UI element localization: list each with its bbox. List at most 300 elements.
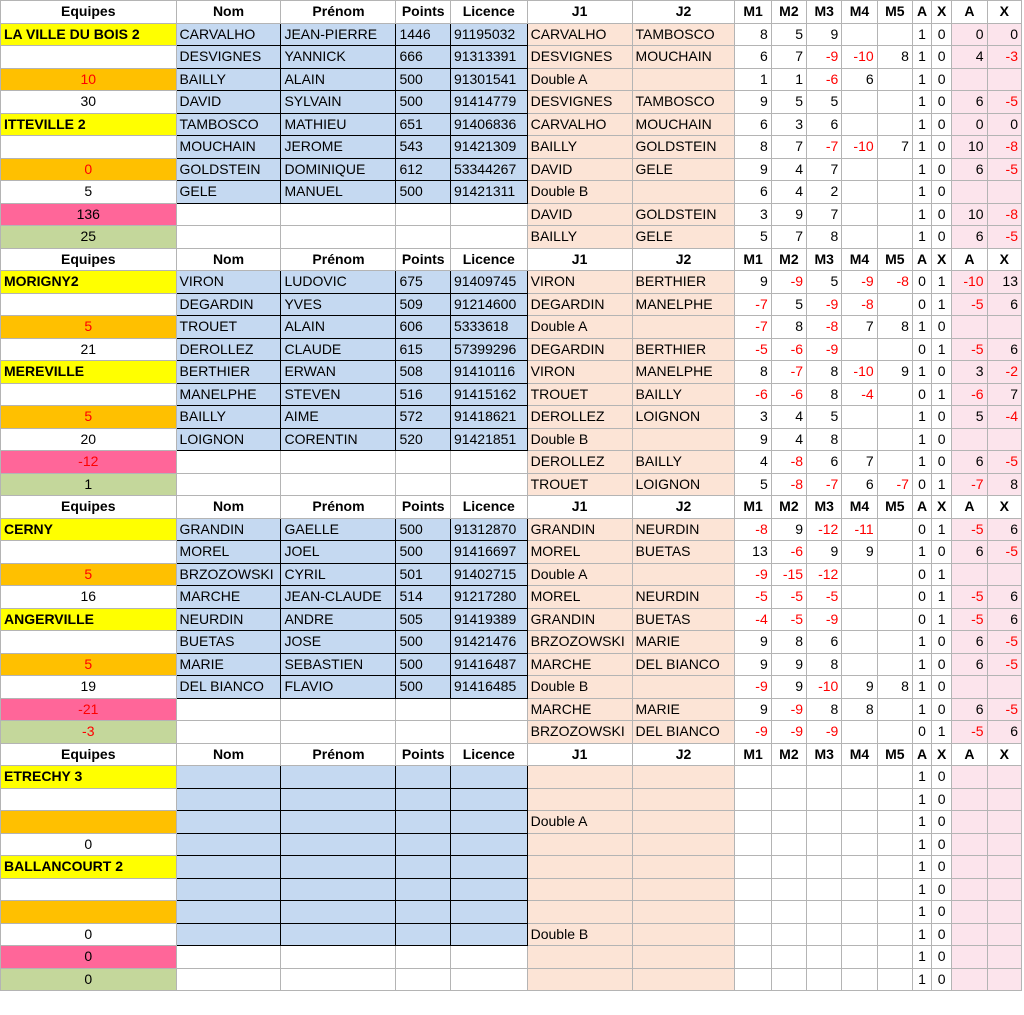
match-j2-cell[interactable]: DEL BIANCO bbox=[632, 721, 735, 744]
set-m5-cell[interactable] bbox=[877, 563, 912, 586]
set-m4-cell[interactable]: 9 bbox=[842, 676, 877, 699]
match-j2-cell[interactable] bbox=[632, 901, 735, 924]
player-licence-cell[interactable] bbox=[450, 698, 527, 721]
set-m1-cell[interactable]: -9 bbox=[735, 721, 771, 744]
points-x-cell[interactable]: 6 bbox=[987, 608, 1021, 631]
player-points-cell[interactable] bbox=[396, 901, 450, 924]
player-licence-cell[interactable]: 57399296 bbox=[450, 338, 527, 361]
match-j1-cell[interactable]: DESVIGNES bbox=[527, 91, 632, 114]
player-points-cell[interactable] bbox=[396, 788, 450, 811]
points-x-cell[interactable] bbox=[987, 878, 1021, 901]
set-m4-cell[interactable] bbox=[842, 811, 877, 834]
set-m3-cell[interactable]: -9 bbox=[807, 46, 842, 69]
player-points-cell[interactable]: 500 bbox=[396, 631, 450, 654]
points-a-cell[interactable] bbox=[952, 901, 987, 924]
result-a-cell[interactable]: 0 bbox=[912, 473, 931, 496]
points-x-cell[interactable]: 0 bbox=[987, 23, 1021, 46]
team-score-cell[interactable]: 0 bbox=[1, 833, 177, 856]
set-m2-cell[interactable]: 5 bbox=[771, 23, 806, 46]
set-m4-cell[interactable] bbox=[842, 721, 877, 744]
team-score-cell[interactable] bbox=[1, 383, 177, 406]
match-j2-cell[interactable]: LOIGNON bbox=[632, 473, 735, 496]
set-m1-cell[interactable]: -7 bbox=[735, 316, 771, 339]
set-m3-cell[interactable]: 9 bbox=[807, 23, 842, 46]
set-m3-cell[interactable]: 8 bbox=[807, 653, 842, 676]
result-a-cell[interactable]: 1 bbox=[912, 631, 931, 654]
player-licence-cell[interactable] bbox=[450, 766, 527, 789]
team-name-cell[interactable]: BALLANCOURT 2 bbox=[1, 856, 177, 879]
player-prenom-cell[interactable] bbox=[281, 451, 396, 474]
set-m1-cell[interactable] bbox=[735, 946, 771, 969]
player-licence-cell[interactable] bbox=[450, 473, 527, 496]
set-m5-cell[interactable] bbox=[877, 766, 912, 789]
player-prenom-cell[interactable]: JOSE bbox=[281, 631, 396, 654]
player-nom-cell[interactable]: LOIGNON bbox=[176, 428, 281, 451]
result-x-cell[interactable]: 0 bbox=[932, 428, 952, 451]
set-m3-cell[interactable]: 5 bbox=[807, 91, 842, 114]
set-m2-cell[interactable]: 4 bbox=[771, 428, 806, 451]
points-a-cell[interactable]: -5 bbox=[952, 608, 987, 631]
match-j2-cell[interactable]: BAILLY bbox=[632, 383, 735, 406]
set-m5-cell[interactable]: 8 bbox=[877, 46, 912, 69]
player-points-cell[interactable] bbox=[396, 473, 450, 496]
player-prenom-cell[interactable] bbox=[281, 833, 396, 856]
set-m3-cell[interactable]: 6 bbox=[807, 451, 842, 474]
match-j2-cell[interactable]: TAMBOSCO bbox=[632, 91, 735, 114]
set-m5-cell[interactable]: 8 bbox=[877, 316, 912, 339]
player-licence-cell[interactable]: 91301541 bbox=[450, 68, 527, 91]
player-nom-cell[interactable] bbox=[176, 766, 281, 789]
set-m3-cell[interactable]: -9 bbox=[807, 338, 842, 361]
player-nom-cell[interactable] bbox=[176, 968, 281, 991]
set-m5-cell[interactable] bbox=[877, 721, 912, 744]
points-a-cell[interactable] bbox=[952, 878, 987, 901]
match-j2-cell[interactable] bbox=[632, 833, 735, 856]
points-x-cell[interactable] bbox=[987, 676, 1021, 699]
match-j1-cell[interactable] bbox=[527, 788, 632, 811]
player-licence-cell[interactable]: 91414779 bbox=[450, 91, 527, 114]
points-x-cell[interactable]: -5 bbox=[987, 698, 1021, 721]
set-m4-cell[interactable] bbox=[842, 766, 877, 789]
result-x-cell[interactable]: 0 bbox=[932, 23, 952, 46]
match-j2-cell[interactable]: TAMBOSCO bbox=[632, 23, 735, 46]
points-a-cell[interactable] bbox=[952, 563, 987, 586]
player-prenom-cell[interactable] bbox=[281, 856, 396, 879]
points-x-cell[interactable] bbox=[987, 68, 1021, 91]
set-m5-cell[interactable] bbox=[877, 181, 912, 204]
result-a-cell[interactable]: 1 bbox=[912, 46, 931, 69]
team-score-cell[interactable]: 16 bbox=[1, 586, 177, 609]
player-nom-cell[interactable] bbox=[176, 833, 281, 856]
player-prenom-cell[interactable] bbox=[281, 766, 396, 789]
result-a-cell[interactable]: 1 bbox=[912, 316, 931, 339]
player-licence-cell[interactable] bbox=[450, 968, 527, 991]
set-m2-cell[interactable]: -6 bbox=[771, 541, 806, 564]
result-x-cell[interactable]: 0 bbox=[932, 788, 952, 811]
team-name-cell[interactable]: LA VILLE DU BOIS 2 bbox=[1, 23, 177, 46]
match-j1-cell[interactable] bbox=[527, 833, 632, 856]
player-points-cell[interactable]: 500 bbox=[396, 91, 450, 114]
player-prenom-cell[interactable] bbox=[281, 698, 396, 721]
team-name-cell[interactable]: ANGERVILLE bbox=[1, 608, 177, 631]
set-m3-cell[interactable]: 5 bbox=[807, 406, 842, 429]
points-a-cell[interactable] bbox=[952, 181, 987, 204]
set-m1-cell[interactable]: -4 bbox=[735, 608, 771, 631]
match-j1-cell[interactable] bbox=[527, 766, 632, 789]
result-a-cell[interactable]: 1 bbox=[912, 653, 931, 676]
set-m3-cell[interactable]: -9 bbox=[807, 721, 842, 744]
set-m5-cell[interactable] bbox=[877, 203, 912, 226]
set-m2-cell[interactable]: -9 bbox=[771, 721, 806, 744]
set-m4-cell[interactable]: -10 bbox=[842, 361, 877, 384]
set-m2-cell[interactable]: -9 bbox=[771, 271, 806, 294]
set-m2-cell[interactable]: -5 bbox=[771, 586, 806, 609]
set-m3-cell[interactable]: -9 bbox=[807, 293, 842, 316]
player-points-cell[interactable]: 606 bbox=[396, 316, 450, 339]
set-m2-cell[interactable] bbox=[771, 878, 806, 901]
set-m3-cell[interactable]: 8 bbox=[807, 361, 842, 384]
player-points-cell[interactable] bbox=[396, 811, 450, 834]
set-m3-cell[interactable]: 8 bbox=[807, 698, 842, 721]
points-a-cell[interactable]: 6 bbox=[952, 541, 987, 564]
result-a-cell[interactable]: 1 bbox=[912, 946, 931, 969]
result-a-cell[interactable]: 1 bbox=[912, 428, 931, 451]
set-m1-cell[interactable]: -9 bbox=[735, 563, 771, 586]
player-prenom-cell[interactable]: GAELLE bbox=[281, 518, 396, 541]
set-m1-cell[interactable]: 9 bbox=[735, 91, 771, 114]
player-nom-cell[interactable]: DESVIGNES bbox=[176, 46, 281, 69]
match-j2-cell[interactable]: BUETAS bbox=[632, 608, 735, 631]
player-licence-cell[interactable]: 91409745 bbox=[450, 271, 527, 294]
set-m3-cell[interactable]: 6 bbox=[807, 631, 842, 654]
player-prenom-cell[interactable]: CLAUDE bbox=[281, 338, 396, 361]
match-j1-cell[interactable]: DAVID bbox=[527, 203, 632, 226]
result-a-cell[interactable]: 1 bbox=[912, 406, 931, 429]
result-x-cell[interactable]: 1 bbox=[932, 473, 952, 496]
match-j2-cell[interactable] bbox=[632, 946, 735, 969]
points-x-cell[interactable]: -5 bbox=[987, 451, 1021, 474]
player-nom-cell[interactable] bbox=[176, 901, 281, 924]
player-points-cell[interactable]: 500 bbox=[396, 676, 450, 699]
player-nom-cell[interactable]: VIRON bbox=[176, 271, 281, 294]
player-prenom-cell[interactable]: LUDOVIC bbox=[281, 271, 396, 294]
result-a-cell[interactable]: 1 bbox=[912, 901, 931, 924]
player-nom-cell[interactable] bbox=[176, 226, 281, 249]
player-nom-cell[interactable] bbox=[176, 721, 281, 744]
points-a-cell[interactable] bbox=[952, 316, 987, 339]
set-m2-cell[interactable]: 7 bbox=[771, 136, 806, 159]
set-m2-cell[interactable]: 4 bbox=[771, 181, 806, 204]
team-name-cell[interactable]: MORIGNY2 bbox=[1, 271, 177, 294]
player-points-cell[interactable] bbox=[396, 721, 450, 744]
set-m4-cell[interactable] bbox=[842, 923, 877, 946]
set-m5-cell[interactable] bbox=[877, 113, 912, 136]
result-x-cell[interactable]: 0 bbox=[932, 698, 952, 721]
result-x-cell[interactable]: 0 bbox=[932, 631, 952, 654]
set-m1-cell[interactable]: 9 bbox=[735, 428, 771, 451]
set-m2-cell[interactable]: 5 bbox=[771, 91, 806, 114]
set-m2-cell[interactable]: 8 bbox=[771, 316, 806, 339]
result-a-cell[interactable]: 1 bbox=[912, 226, 931, 249]
player-prenom-cell[interactable] bbox=[281, 901, 396, 924]
player-licence-cell[interactable]: 91418621 bbox=[450, 406, 527, 429]
player-points-cell[interactable]: 1446 bbox=[396, 23, 450, 46]
match-j2-cell[interactable]: NEURDIN bbox=[632, 518, 735, 541]
result-a-cell[interactable]: 1 bbox=[912, 68, 931, 91]
player-points-cell[interactable]: 509 bbox=[396, 293, 450, 316]
set-m1-cell[interactable]: -5 bbox=[735, 338, 771, 361]
result-x-cell[interactable]: 1 bbox=[932, 563, 952, 586]
set-m3-cell[interactable] bbox=[807, 878, 842, 901]
player-licence-cell[interactable]: 91416485 bbox=[450, 676, 527, 699]
player-prenom-cell[interactable]: JEROME bbox=[281, 136, 396, 159]
result-a-cell[interactable]: 0 bbox=[912, 563, 931, 586]
points-x-cell[interactable]: -5 bbox=[987, 653, 1021, 676]
points-a-cell[interactable]: 6 bbox=[952, 91, 987, 114]
player-points-cell[interactable] bbox=[396, 451, 450, 474]
match-j2-cell[interactable]: GOLDSTEIN bbox=[632, 203, 735, 226]
player-points-cell[interactable] bbox=[396, 923, 450, 946]
set-m4-cell[interactable]: 9 bbox=[842, 541, 877, 564]
player-nom-cell[interactable] bbox=[176, 473, 281, 496]
set-m1-cell[interactable] bbox=[735, 968, 771, 991]
result-x-cell[interactable]: 1 bbox=[932, 293, 952, 316]
match-j2-cell[interactable]: MARIE bbox=[632, 631, 735, 654]
team-score-cell[interactable] bbox=[1, 46, 177, 69]
set-m3-cell[interactable] bbox=[807, 811, 842, 834]
set-m5-cell[interactable] bbox=[877, 226, 912, 249]
result-x-cell[interactable]: 0 bbox=[932, 226, 952, 249]
set-m1-cell[interactable]: 3 bbox=[735, 406, 771, 429]
set-m4-cell[interactable] bbox=[842, 338, 877, 361]
player-prenom-cell[interactable]: MANUEL bbox=[281, 181, 396, 204]
player-nom-cell[interactable]: MOUCHAIN bbox=[176, 136, 281, 159]
player-prenom-cell[interactable] bbox=[281, 203, 396, 226]
result-x-cell[interactable]: 0 bbox=[932, 181, 952, 204]
match-j1-cell[interactable]: Double A bbox=[527, 811, 632, 834]
player-nom-cell[interactable]: BRZOZOWSKI bbox=[176, 563, 281, 586]
match-j2-cell[interactable] bbox=[632, 878, 735, 901]
match-j2-cell[interactable]: MOUCHAIN bbox=[632, 46, 735, 69]
match-j2-cell[interactable]: BERTHIER bbox=[632, 338, 735, 361]
set-m4-cell[interactable]: -10 bbox=[842, 136, 877, 159]
points-a-cell[interactable]: -7 bbox=[952, 473, 987, 496]
set-m3-cell[interactable] bbox=[807, 923, 842, 946]
set-m1-cell[interactable]: -7 bbox=[735, 293, 771, 316]
player-prenom-cell[interactable]: AIME bbox=[281, 406, 396, 429]
set-m4-cell[interactable] bbox=[842, 158, 877, 181]
set-m2-cell[interactable]: 1 bbox=[771, 68, 806, 91]
player-points-cell[interactable]: 500 bbox=[396, 181, 450, 204]
player-nom-cell[interactable]: DEGARDIN bbox=[176, 293, 281, 316]
set-m4-cell[interactable] bbox=[842, 113, 877, 136]
set-m5-cell[interactable] bbox=[877, 833, 912, 856]
set-m3-cell[interactable]: 7 bbox=[807, 158, 842, 181]
player-points-cell[interactable]: 675 bbox=[396, 271, 450, 294]
set-m3-cell[interactable]: 2 bbox=[807, 181, 842, 204]
match-j1-cell[interactable] bbox=[527, 878, 632, 901]
points-x-cell[interactable] bbox=[987, 811, 1021, 834]
set-m5-cell[interactable]: -7 bbox=[877, 473, 912, 496]
match-j2-cell[interactable] bbox=[632, 316, 735, 339]
set-m4-cell[interactable] bbox=[842, 406, 877, 429]
set-m1-cell[interactable]: -5 bbox=[735, 586, 771, 609]
match-j1-cell[interactable]: DEGARDIN bbox=[527, 338, 632, 361]
match-j2-cell[interactable]: MANELPHE bbox=[632, 293, 735, 316]
set-m5-cell[interactable] bbox=[877, 878, 912, 901]
result-x-cell[interactable]: 0 bbox=[932, 923, 952, 946]
team-name-cell[interactable]: CERNY bbox=[1, 518, 177, 541]
set-m4-cell[interactable] bbox=[842, 653, 877, 676]
set-m1-cell[interactable] bbox=[735, 811, 771, 834]
result-a-cell[interactable]: 0 bbox=[912, 608, 931, 631]
points-x-cell[interactable]: -5 bbox=[987, 158, 1021, 181]
match-j2-cell[interactable]: GELE bbox=[632, 158, 735, 181]
set-m5-cell[interactable] bbox=[877, 586, 912, 609]
set-m1-cell[interactable]: 9 bbox=[735, 631, 771, 654]
player-nom-cell[interactable]: DEROLLEZ bbox=[176, 338, 281, 361]
match-j2-cell[interactable]: MANELPHE bbox=[632, 361, 735, 384]
match-j1-cell[interactable]: DEROLLEZ bbox=[527, 451, 632, 474]
team-score-cell[interactable]: 5 bbox=[1, 181, 177, 204]
set-m1-cell[interactable]: 5 bbox=[735, 226, 771, 249]
player-prenom-cell[interactable]: ERWAN bbox=[281, 361, 396, 384]
player-licence-cell[interactable] bbox=[450, 788, 527, 811]
match-j2-cell[interactable] bbox=[632, 968, 735, 991]
points-x-cell[interactable] bbox=[987, 946, 1021, 969]
player-prenom-cell[interactable]: ALAIN bbox=[281, 316, 396, 339]
points-x-cell[interactable]: 13 bbox=[987, 271, 1021, 294]
player-nom-cell[interactable]: GRANDIN bbox=[176, 518, 281, 541]
team-name-cell[interactable]: ITTEVILLE 2 bbox=[1, 113, 177, 136]
set-m3-cell[interactable] bbox=[807, 901, 842, 924]
player-licence-cell[interactable] bbox=[450, 833, 527, 856]
set-m2-cell[interactable]: 9 bbox=[771, 518, 806, 541]
set-m5-cell[interactable] bbox=[877, 158, 912, 181]
points-a-cell[interactable] bbox=[952, 833, 987, 856]
player-licence-cell[interactable] bbox=[450, 451, 527, 474]
result-a-cell[interactable]: 0 bbox=[912, 293, 931, 316]
set-m5-cell[interactable]: -8 bbox=[877, 271, 912, 294]
points-x-cell[interactable] bbox=[987, 968, 1021, 991]
result-x-cell[interactable]: 1 bbox=[932, 338, 952, 361]
points-x-cell[interactable]: -3 bbox=[987, 46, 1021, 69]
player-prenom-cell[interactable]: JOEL bbox=[281, 541, 396, 564]
result-x-cell[interactable]: 0 bbox=[932, 676, 952, 699]
set-m2-cell[interactable] bbox=[771, 946, 806, 969]
set-m4-cell[interactable] bbox=[842, 91, 877, 114]
result-a-cell[interactable]: 1 bbox=[912, 856, 931, 879]
player-points-cell[interactable] bbox=[396, 766, 450, 789]
points-a-cell[interactable] bbox=[952, 946, 987, 969]
player-prenom-cell[interactable] bbox=[281, 226, 396, 249]
points-a-cell[interactable]: 6 bbox=[952, 451, 987, 474]
player-nom-cell[interactable] bbox=[176, 923, 281, 946]
match-j2-cell[interactable]: NEURDIN bbox=[632, 586, 735, 609]
player-nom-cell[interactable]: TAMBOSCO bbox=[176, 113, 281, 136]
set-m1-cell[interactable]: -8 bbox=[735, 518, 771, 541]
match-j2-cell[interactable]: BERTHIER bbox=[632, 271, 735, 294]
set-m4-cell[interactable] bbox=[842, 586, 877, 609]
points-x-cell[interactable]: -2 bbox=[987, 361, 1021, 384]
player-nom-cell[interactable]: MARIE bbox=[176, 653, 281, 676]
player-licence-cell[interactable]: 91312870 bbox=[450, 518, 527, 541]
team-score-cell[interactable] bbox=[1, 136, 177, 159]
set-m2-cell[interactable]: 9 bbox=[771, 653, 806, 676]
player-licence-cell[interactable] bbox=[450, 901, 527, 924]
result-a-cell[interactable]: 1 bbox=[912, 113, 931, 136]
match-j1-cell[interactable]: TROUET bbox=[527, 473, 632, 496]
player-nom-cell[interactable]: TROUET bbox=[176, 316, 281, 339]
set-m2-cell[interactable]: 9 bbox=[771, 203, 806, 226]
points-x-cell[interactable]: -8 bbox=[987, 136, 1021, 159]
player-prenom-cell[interactable] bbox=[281, 946, 396, 969]
set-m5-cell[interactable] bbox=[877, 856, 912, 879]
player-points-cell[interactable]: 516 bbox=[396, 383, 450, 406]
set-m2-cell[interactable]: 7 bbox=[771, 46, 806, 69]
points-a-cell[interactable]: 3 bbox=[952, 361, 987, 384]
player-nom-cell[interactable] bbox=[176, 856, 281, 879]
set-m2-cell[interactable] bbox=[771, 856, 806, 879]
points-a-cell[interactable] bbox=[952, 856, 987, 879]
team-score-cell[interactable]: 5 bbox=[1, 406, 177, 429]
set-m4-cell[interactable] bbox=[842, 181, 877, 204]
set-m3-cell[interactable]: -9 bbox=[807, 608, 842, 631]
result-x-cell[interactable]: 0 bbox=[932, 158, 952, 181]
set-m3-cell[interactable]: -7 bbox=[807, 136, 842, 159]
match-j1-cell[interactable]: VIRON bbox=[527, 361, 632, 384]
player-prenom-cell[interactable]: CYRIL bbox=[281, 563, 396, 586]
match-j1-cell[interactable]: MOREL bbox=[527, 586, 632, 609]
set-m3-cell[interactable] bbox=[807, 766, 842, 789]
set-m3-cell[interactable]: 9 bbox=[807, 541, 842, 564]
player-nom-cell[interactable] bbox=[176, 811, 281, 834]
player-nom-cell[interactable]: MARCHE bbox=[176, 586, 281, 609]
set-m5-cell[interactable] bbox=[877, 541, 912, 564]
points-x-cell[interactable]: -5 bbox=[987, 91, 1021, 114]
player-prenom-cell[interactable]: ALAIN bbox=[281, 68, 396, 91]
player-nom-cell[interactable]: MANELPHE bbox=[176, 383, 281, 406]
player-points-cell[interactable] bbox=[396, 968, 450, 991]
result-x-cell[interactable]: 0 bbox=[932, 113, 952, 136]
player-prenom-cell[interactable]: ANDRE bbox=[281, 608, 396, 631]
match-j2-cell[interactable]: DEL BIANCO bbox=[632, 653, 735, 676]
player-nom-cell[interactable]: BAILLY bbox=[176, 406, 281, 429]
set-m3-cell[interactable] bbox=[807, 968, 842, 991]
set-m3-cell[interactable]: 5 bbox=[807, 271, 842, 294]
match-j1-cell[interactable]: Double A bbox=[527, 563, 632, 586]
team-score-cell[interactable] bbox=[1, 293, 177, 316]
match-j1-cell[interactable] bbox=[527, 856, 632, 879]
set-m4-cell[interactable]: 7 bbox=[842, 316, 877, 339]
player-licence-cell[interactable]: 91421309 bbox=[450, 136, 527, 159]
set-m5-cell[interactable] bbox=[877, 923, 912, 946]
set-m2-cell[interactable]: -9 bbox=[771, 698, 806, 721]
player-points-cell[interactable]: 500 bbox=[396, 541, 450, 564]
player-licence-cell[interactable] bbox=[450, 203, 527, 226]
points-x-cell[interactable]: -5 bbox=[987, 226, 1021, 249]
result-a-cell[interactable]: 0 bbox=[912, 586, 931, 609]
match-j1-cell[interactable]: MOREL bbox=[527, 541, 632, 564]
match-j1-cell[interactable]: DEROLLEZ bbox=[527, 406, 632, 429]
set-m2-cell[interactable] bbox=[771, 811, 806, 834]
player-nom-cell[interactable] bbox=[176, 788, 281, 811]
set-m4-cell[interactable]: -8 bbox=[842, 293, 877, 316]
match-j2-cell[interactable] bbox=[632, 181, 735, 204]
player-licence-cell[interactable]: 91421311 bbox=[450, 181, 527, 204]
result-a-cell[interactable]: 1 bbox=[912, 811, 931, 834]
player-points-cell[interactable]: 500 bbox=[396, 68, 450, 91]
